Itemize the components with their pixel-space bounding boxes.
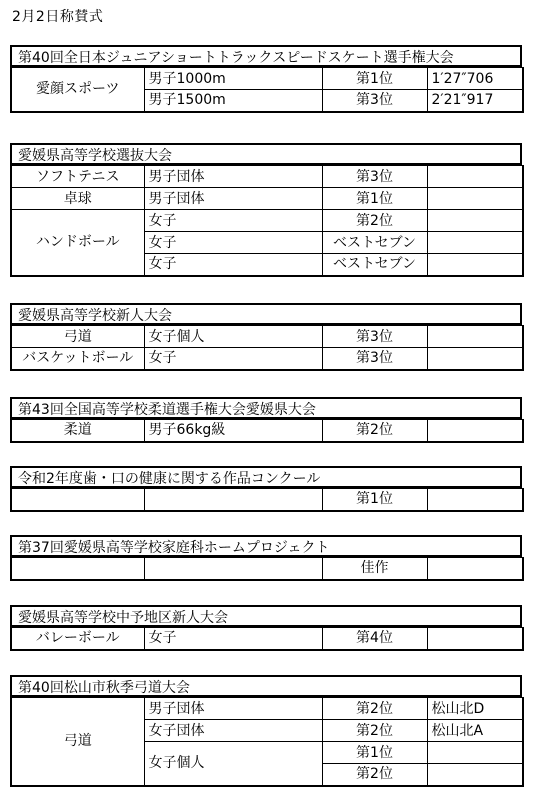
event-cell: 男子団体 (144, 188, 322, 210)
result-cell: 佳作 (322, 558, 427, 580)
sport-cell: 弓道 (11, 326, 144, 348)
award-section (10, 466, 522, 512)
section-title: 第40回全日本ジュニアショートトラックスピードスケート選手権大会 (10, 45, 522, 67)
sport-cell: バレーボール (11, 628, 144, 650)
event-cell: 女子団体 (144, 720, 322, 742)
award-section (10, 45, 522, 113)
record-cell (427, 764, 523, 786)
result-cell: 第2位 (322, 210, 427, 232)
section-title: 第37回愛媛県高等学校家庭科ホームプロジェクト (10, 535, 522, 557)
result-cell: 第1位 (322, 742, 427, 764)
result-cell: ベストセブン (322, 254, 427, 276)
record-cell (427, 420, 523, 442)
table-row (11, 68, 523, 90)
result-cell: 第1位 (322, 489, 427, 511)
result-cell: 第3位 (322, 348, 427, 370)
event-cell: 男子団体 (144, 166, 322, 188)
results-table (10, 67, 524, 113)
award-section (10, 397, 522, 443)
result-cell: 第3位 (322, 326, 427, 348)
sport-cell: 柔道 (11, 420, 144, 442)
award-section (10, 605, 522, 651)
results-table (10, 488, 524, 512)
event-cell (144, 489, 322, 511)
record-cell (427, 232, 523, 254)
record-cell (427, 742, 523, 764)
award-section (10, 143, 522, 277)
event-cell: 男子団体 (144, 698, 322, 720)
sport-cell: ソフトテニス (11, 166, 144, 188)
award-section (10, 303, 522, 371)
sport-cell: 卓球 (11, 188, 144, 210)
results-table (10, 627, 524, 651)
result-cell: 第1位 (322, 188, 427, 210)
record-cell (427, 489, 523, 511)
table-row (11, 698, 523, 720)
event-cell: 男子1000m (144, 68, 322, 90)
record-cell (427, 254, 523, 276)
event-cell: 男子66kg級 (144, 420, 322, 442)
section-title: 令和2年度歯・口の健康に関する作品コンクール (10, 466, 522, 488)
sport-cell: 弓道 (11, 698, 144, 786)
record-cell (427, 628, 523, 650)
sport-cell: ハンドボール (11, 210, 144, 276)
section-title: 愛媛県高等学校新人大会 (10, 303, 522, 325)
record-cell: 松山北A (427, 720, 523, 742)
table-row (11, 326, 523, 348)
event-cell (144, 558, 322, 580)
results-table (10, 419, 524, 443)
record-cell: 松山北D (427, 698, 523, 720)
record-cell: 1′27″706 (427, 68, 523, 90)
result-cell: 第2位 (322, 720, 427, 742)
table-row (11, 628, 523, 650)
result-cell: 第2位 (322, 698, 427, 720)
section-title: 愛媛県高等学校選抜大会 (10, 143, 522, 165)
table-row (11, 210, 523, 232)
sport-cell: 愛顔スポーツ (11, 68, 144, 112)
section-title: 第40回松山市秋季弓道大会 (10, 675, 522, 697)
award-section (10, 675, 522, 787)
results-table (10, 165, 524, 277)
results-table (10, 325, 524, 371)
result-cell: ベストセブン (322, 232, 427, 254)
result-cell: 第3位 (322, 166, 427, 188)
result-cell: 第1位 (322, 68, 427, 90)
page-title: 2月2日称賛式 (12, 9, 104, 25)
table-row (11, 420, 523, 442)
table-row (11, 188, 523, 210)
table-row (11, 166, 523, 188)
record-cell (427, 166, 523, 188)
event-cell: 女子 (144, 232, 322, 254)
record-cell (427, 326, 523, 348)
result-cell: 第4位 (322, 628, 427, 650)
event-cell: 男子1500m (144, 90, 322, 112)
results-table (10, 697, 524, 787)
sport-cell (11, 558, 144, 580)
event-cell: 女子 (144, 348, 322, 370)
section-title: 愛媛県高等学校中予地区新人大会 (10, 605, 522, 627)
event-cell: 女子個人 (144, 742, 322, 786)
result-cell: 第3位 (322, 90, 427, 112)
record-cell: 2′21″917 (427, 90, 523, 112)
table-row (11, 558, 523, 580)
sport-cell: バスケットボール (11, 348, 144, 370)
table-row (11, 489, 523, 511)
award-section (10, 535, 522, 581)
table-row (11, 348, 523, 370)
event-cell: 女子個人 (144, 326, 322, 348)
record-cell (427, 188, 523, 210)
results-table (10, 557, 524, 581)
event-cell: 女子 (144, 628, 322, 650)
section-title: 第43回全国高等学校柔道選手権大会愛媛県大会 (10, 397, 522, 419)
result-cell: 第2位 (322, 420, 427, 442)
record-cell (427, 348, 523, 370)
sport-cell (11, 489, 144, 511)
result-cell: 第2位 (322, 764, 427, 786)
record-cell (427, 558, 523, 580)
event-cell: 女子 (144, 254, 322, 276)
event-cell: 女子 (144, 210, 322, 232)
record-cell (427, 210, 523, 232)
